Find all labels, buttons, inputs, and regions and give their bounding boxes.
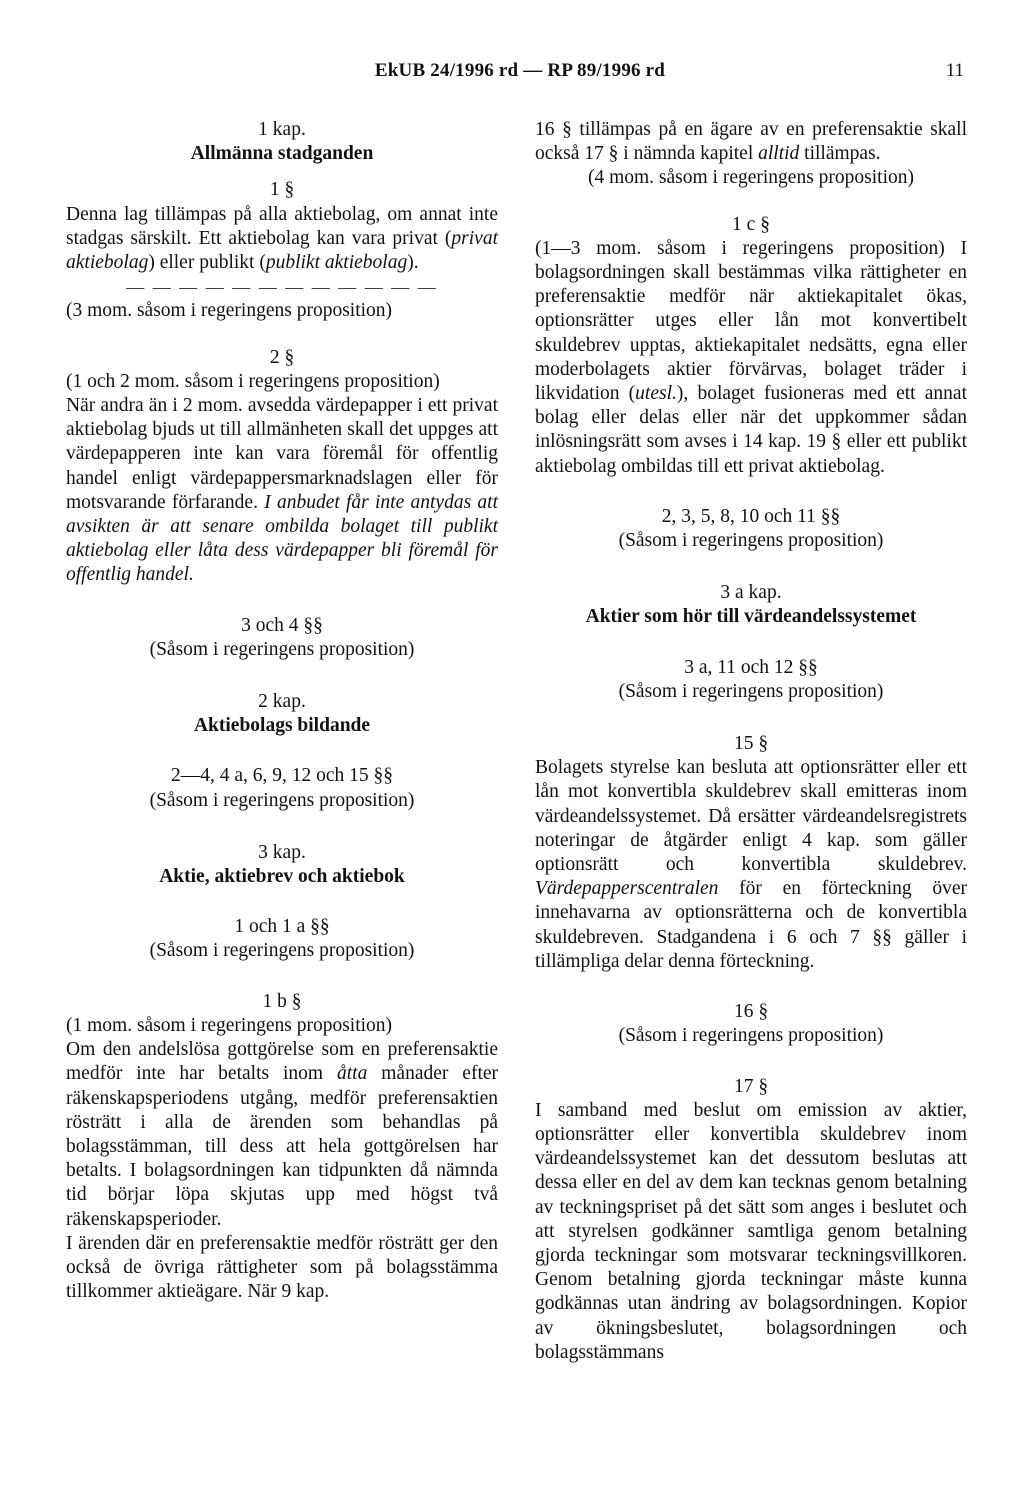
sections-3a-note: (Såsom i regeringens proposition) <box>618 680 884 702</box>
section-15-text: Bolagets styrelse kan besluta att optionsrätter eller ett lån mot konvertibla skuldebrev skall emitteras inom värdeandelssystemet. Då ersätter värdeandelsregistrets noteringar de åtgärder enligt 4 kap. som gäller optionsrätt och konvertibla skuldebrev. Värdepapperscentralen för en förteckning över innehavarna av optionsrätterna och de konvertibla skuldebreven. Stadgandena i 6 och 7 §§ gäller i tillämpliga delar denna förteckning. <box>535 757 967 972</box>
section-1c-heading: 1 c § <box>732 213 770 235</box>
page-number: 11 <box>945 60 964 81</box>
section-17-text: I samband med beslut om emission av aktier, optionsrätter eller konvertibla skuldebrev inom värdeandelssystemet kan det dessutom beslutas att dessa eller en del av dem kan tecknas genom betalning av teckningspriset på det sätt som anges i beslutet och att styrelsen godkänner samtliga genom betalning gjorda teckningar som motsvarar teckningsvillkoren. Genom betalning gjorda teckningar måste kunna godkännas utan ändring av bolagsordningen. Kopior av ökningsbeslutet, bolagsordningen och bolagsstämmans <box>535 1099 967 1363</box>
chapter-2-sections: 2—4, 4 a, 6, 9, 12 och 15 §§ <box>170 765 394 787</box>
right-column <box>535 118 967 1365</box>
continuation-text: 16 § tillämpas på en ägare av en preferensaktie skall också 17 § i nämnda kapitel alltid tillämpas. <box>535 119 967 165</box>
chapter-3-title: Aktie, aktiebrev och aktiebok <box>159 866 405 888</box>
section-16-heading: 16 § <box>733 1001 769 1023</box>
chapter-2-note: (Såsom i regeringens proposition) <box>149 789 415 811</box>
chapter-3-heading: 3 kap. <box>258 841 306 863</box>
continuation-mom-note: (4 mom. såsom i regeringens proposition) <box>587 167 915 189</box>
section-1b-heading: 1 b § <box>262 990 302 1012</box>
omission-dashes: — — — — — — — — — — — — <box>126 277 438 298</box>
sections-3-4-heading: 3 och 4 §§ <box>241 614 323 636</box>
left-column <box>66 118 498 1304</box>
section-2-heading: 2 § <box>269 346 295 368</box>
section-2-mom-note: (1 och 2 mom. såsom i regeringens proposition) <box>66 370 440 392</box>
chapter-3-note: (Såsom i regeringens proposition) <box>149 940 415 962</box>
sections-2-11-note: (Såsom i regeringens proposition) <box>618 530 884 552</box>
chapter-3a-title: Aktier som hör till värdeandelssystemet <box>585 606 917 628</box>
chapter-1-heading: 1 kap. <box>258 119 306 140</box>
section-2-text: När andra än i 2 mom. avsedda värdepapper i ett privat aktiebolag bjuds ut till allmänheten skall det uppges att värdepapperen inte kan vara föremål för offentlig handel enligt värdepappersmarknadslagen eller för motsvarande förfarande. I anbudet får inte antydas att avsikten är att senare ombilda bolaget till publikt aktiebolag eller låta dess värdepapper bli föremål för offentlig handel. <box>66 395 499 586</box>
section-1c-text: (1—3 mom. såsom i regeringens proposition) I bolagsordningen skall bestämmas vilka rättigheter en preferensaktie medför när aktiekapitalet ökas, optionsrätter utges eller lån mot konvertibelt skuldebrev upptas, aktiekapitalet nedsätts, egna eller moderbolagets aktier förvärvas, bolaget träder i likvidation (utesl.), bolaget fusioneras med ett annat bolag eller delas eller när det uppkommer sådan inlösningsrätt som avses i 14 kap. 19 § eller ett publikt aktiebolag ombildas till ett privat aktiebolag. <box>535 237 967 477</box>
chapter-2-heading: 2 kap. <box>258 691 306 713</box>
section-16-note: (Såsom i regeringens proposition) <box>618 1025 884 1047</box>
section-15-heading: 15 § <box>733 733 769 755</box>
chapter-2-title: Aktiebolags bildande <box>193 715 371 737</box>
section-1-mom-note: (3 mom. såsom i regeringens proposition) <box>66 300 393 322</box>
section-1b-mom-note: (1 mom. såsom i regeringens proposition) <box>66 1014 393 1036</box>
chapter-3-sections: 1 och 1 a §§ <box>234 916 330 938</box>
running-header: EkUB 24/1996 rd — RP 89/1996 rd <box>374 60 666 81</box>
sections-2-11-heading: 2, 3, 5, 8, 10 och 11 §§ <box>661 505 841 527</box>
sections-3a-heading: 3 a, 11 och 12 §§ <box>684 656 818 678</box>
section-17-heading: 17 § <box>733 1075 769 1097</box>
chapter-3a-heading: 3 a kap. <box>720 582 782 604</box>
section-1-heading: 1 § <box>269 179 295 201</box>
section-1-text: Denna lag tillämpas på alla aktiebolag, om annat inte stadgas särskilt. Ett aktiebolag kan vara privat (privat aktiebolag) eller publikt (publikt aktiebolag). <box>66 203 498 274</box>
sections-3-4-note: (Såsom i regeringens proposition) <box>149 638 415 660</box>
section-1b-text: Om den andelslösa gottgörelse som en preferensaktie medför inte har betalts inom åtta månader efter räkenskapsperiodens utgång, medför preferensaktien rösträtt i alla de ärenden som behandlas på bolagsstämman, till dess att hela gottgörelsen har betalts. I bolagsordningen kan tidpunkten då nämnda tid börjar löpa skjutas upp med högst två räkenskapsperioder. <box>66 1039 499 1230</box>
section-1b-text-2: I ärenden där en preferensaktie medför rösträtt ger den också de övriga rättigheter som på bolagsstämma tillkommer aktieägare. När 9 kap. <box>66 1232 498 1303</box>
chapter-1-title: Allmänna stadganden <box>190 143 374 165</box>
